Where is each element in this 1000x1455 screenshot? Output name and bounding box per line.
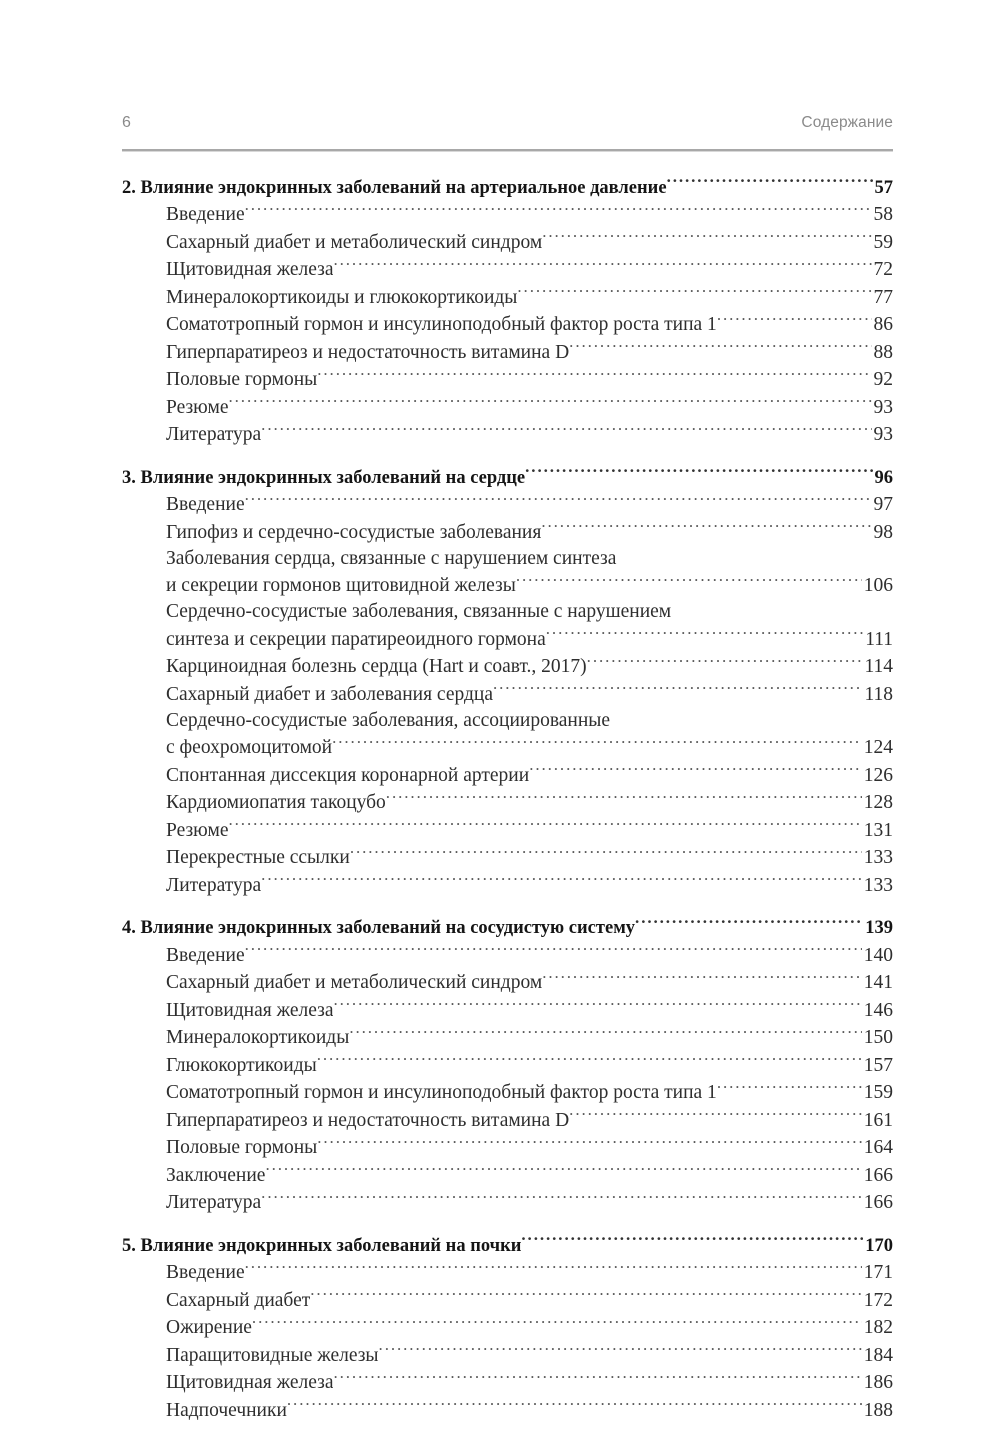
dot-leader (261, 871, 862, 891)
toc-section-label: Заключение (166, 1164, 266, 1186)
toc-section-label: Глюкокортикоиды (166, 1054, 317, 1076)
toc-row[interactable] (166, 871, 893, 899)
dot-leader (542, 228, 871, 248)
toc-row-wrapped[interactable] (166, 599, 893, 653)
toc-chapter-label: 2. Влияние эндокринных заболеваний на артериальное давление (122, 177, 667, 198)
toc-section-page: 171 (863, 1262, 893, 1283)
toc-chapter-label: 5. Влияние эндокринных заболеваний на почки (122, 1235, 522, 1256)
toc-section-page: 133 (863, 847, 893, 868)
dot-leader (349, 1024, 861, 1044)
toc-section-label: Литература (166, 1192, 262, 1213)
toc-section-page: 72 (873, 259, 893, 280)
dot-leader (379, 1341, 862, 1361)
toc-section-page: 86 (873, 314, 893, 335)
toc-section-label: Резюме (166, 396, 229, 418)
dot-leader (317, 1134, 862, 1154)
dot-leader (635, 915, 863, 934)
dot-leader (265, 1161, 861, 1181)
toc-row[interactable] (166, 1051, 893, 1079)
toc-section-label: с феохромоцитомой (166, 737, 333, 758)
toc-chapter-label: 3. Влияние эндокринных заболеваний на сердце (122, 467, 526, 488)
toc-section-label: Сахарный диабет (166, 1289, 311, 1311)
toc-section-label: Резюме (166, 819, 229, 841)
dot-leader (310, 1286, 861, 1306)
dot-leader (516, 572, 862, 592)
toc-section-label: Введение (166, 1262, 245, 1283)
dot-leader (569, 1106, 862, 1126)
toc-row[interactable] (122, 915, 893, 942)
dot-leader (546, 625, 863, 645)
header-divider (122, 149, 893, 152)
toc-section-label: Минералокортикоиды и глюкокортикоиды (166, 286, 518, 308)
toc-chapter-label: 4. Влияние эндокринных заболеваний на сосудистую систему (122, 918, 636, 938)
toc-section-page: 93 (873, 424, 893, 445)
dot-leader (245, 491, 872, 511)
dot-leader (245, 1259, 862, 1279)
dot-leader (333, 256, 871, 276)
toc-section-page: 161 (863, 1109, 893, 1131)
toc-section-label: Гиперпаратиреоз и недостаточность витамина D (166, 1109, 570, 1131)
dot-leader (717, 1079, 862, 1099)
toc-row[interactable] (166, 366, 893, 394)
dot-leader (493, 680, 862, 700)
toc-section-page: 106 (863, 575, 893, 596)
toc-section-page: 184 (863, 1344, 893, 1366)
toc-section-page: 141 (863, 972, 893, 993)
dot-leader (542, 969, 862, 989)
toc-section-label: и секреции гормонов щитовидной железы (166, 575, 516, 596)
toc-row[interactable] (166, 256, 893, 284)
toc-section-label: Перекрестные ссылки (166, 847, 350, 868)
toc-section-label: Половые гормоны (166, 1137, 318, 1158)
toc-section-page: 59 (873, 231, 893, 253)
toc-section-label: Введение (166, 494, 245, 515)
toc-row[interactable] (166, 201, 893, 229)
page-folio: 6 (122, 114, 131, 131)
dot-leader (350, 844, 862, 864)
toc-row[interactable] (166, 393, 893, 421)
toc-section-label: Введение (166, 944, 245, 966)
toc-chapter-group (122, 464, 893, 899)
toc-chapter-page: 170 (865, 1235, 893, 1256)
dot-leader (333, 996, 861, 1016)
dot-leader (333, 1369, 861, 1389)
toc-row[interactable] (166, 1286, 893, 1314)
toc-section-page: 77 (873, 286, 893, 308)
toc-section-page: 150 (863, 1027, 893, 1048)
toc-row[interactable] (166, 1341, 893, 1369)
toc-section-page: 111 (865, 628, 893, 650)
toc-row[interactable] (166, 1369, 893, 1397)
toc-section-label: Введение (166, 204, 245, 225)
toc-section-page: 188 (863, 1399, 893, 1421)
toc-row[interactable] (166, 1314, 893, 1342)
toc-section-page: 166 (863, 1192, 893, 1213)
toc-chapter-group (122, 174, 893, 448)
toc-section-page: 186 (863, 1372, 893, 1393)
toc-chapter-group (122, 1232, 893, 1424)
toc-row[interactable] (122, 1232, 893, 1259)
toc-section-page: 131 (863, 819, 893, 841)
toc-section-page: 172 (863, 1289, 893, 1311)
toc-chapter-page: 57 (874, 177, 893, 198)
toc-row[interactable] (166, 941, 893, 969)
toc-section-page: 146 (863, 999, 893, 1021)
toc-section-page: 124 (863, 737, 893, 758)
dot-leader (525, 464, 872, 483)
dot-leader (667, 174, 873, 193)
toc-section-page: 157 (863, 1054, 893, 1076)
toc-row[interactable] (166, 761, 893, 789)
toc-section-page: 164 (863, 1137, 893, 1158)
toc-section-label: Надпочечники (166, 1399, 287, 1421)
toc-section-label: Литература (166, 424, 262, 445)
toc-row[interactable] (166, 1161, 893, 1189)
dot-leader (252, 1314, 862, 1334)
toc-section-label: Литература (166, 874, 262, 896)
dot-leader (245, 941, 862, 961)
toc-row[interactable] (166, 1396, 893, 1424)
toc-section-label: Гипофиз и сердечно-сосудистые заболевания (166, 521, 542, 543)
running-head (122, 114, 893, 140)
toc-section-page: 58 (873, 204, 893, 225)
dot-leader (587, 653, 863, 673)
toc-section-page: 114 (864, 656, 893, 677)
dot-leader (229, 393, 872, 413)
toc-row[interactable] (166, 421, 893, 449)
toc-row[interactable] (166, 572, 893, 600)
dot-leader (386, 789, 862, 809)
toc-section-page: 118 (864, 683, 893, 705)
toc-row[interactable] (166, 518, 893, 546)
toc-row[interactable] (166, 653, 893, 681)
dot-leader (541, 518, 871, 538)
dot-leader (332, 734, 862, 754)
toc-section-label: Ожирение (166, 1317, 252, 1338)
toc-section-label-line1: Сердечно-сосудистые заболевания, связанные с нарушением (166, 601, 672, 622)
toc-row[interactable] (166, 1189, 893, 1217)
toc-section-label-line1: Заболевания сердца, связанные с нарушением синтеза (166, 547, 617, 569)
toc-section-page: 98 (873, 521, 893, 543)
toc-section-label: Гиперпаратиреоз и недостаточность витамина D (166, 341, 570, 363)
toc-section-label: Щитовидная железа (166, 999, 334, 1021)
toc-row[interactable] (166, 338, 893, 366)
toc-section-page: 133 (863, 874, 893, 896)
toc-section-page: 97 (873, 494, 893, 515)
toc-row[interactable] (166, 844, 893, 872)
toc-row[interactable] (122, 174, 893, 201)
toc-section-label: Соматотропный гормон и инсулиноподобный фактор роста типа 1 (166, 314, 717, 335)
toc-row[interactable] (166, 996, 893, 1024)
toc-section-label: Щитовидная железа (166, 259, 334, 280)
toc-row[interactable] (166, 311, 893, 339)
toc-chapter-page: 139 (865, 918, 893, 938)
dot-leader (261, 421, 871, 441)
toc-section-label: Сахарный диабет и метаболический синдром (166, 972, 543, 993)
toc-section-page: 166 (863, 1164, 893, 1186)
toc-section-label: Карциноидная болезнь сердца (Hart и соавт., 2017) (166, 656, 587, 677)
toc-section-label: Спонтанная диссекция коронарной артерии (166, 764, 530, 786)
toc-row[interactable] (166, 969, 893, 997)
toc-section-label: Сахарный диабет и заболевания сердца (166, 683, 493, 705)
toc-section-label: Кардиомиопатия такоцубо (166, 792, 386, 813)
toc-row-wrapped[interactable] (166, 708, 893, 762)
toc-section-page: 140 (863, 944, 893, 966)
toc-section-label: Щитовидная железа (166, 1372, 334, 1393)
table-of-contents (122, 174, 893, 1424)
toc-section-label: Соматотропный гормон и инсулиноподобный фактор роста типа 1 (166, 1082, 717, 1103)
toc-section-page: 88 (873, 341, 893, 363)
toc-row[interactable] (166, 1134, 893, 1162)
dot-leader (717, 311, 872, 331)
toc-row[interactable] (166, 1259, 893, 1287)
toc-row[interactable] (166, 283, 893, 311)
dot-leader (229, 816, 862, 836)
toc-section-page: 93 (873, 396, 893, 418)
toc-row[interactable] (122, 464, 893, 491)
toc-section-page: 128 (863, 792, 893, 813)
dot-leader (317, 1051, 862, 1071)
toc-section-page: 126 (863, 764, 893, 786)
dot-leader (529, 761, 862, 781)
toc-row-wrapped[interactable] (166, 546, 893, 600)
toc-section-label: Паращитовидные железы (166, 1344, 379, 1366)
toc-row[interactable] (166, 228, 893, 256)
toc-section-page: 182 (863, 1317, 893, 1338)
toc-section-page: 159 (863, 1082, 893, 1103)
toc-row[interactable] (166, 734, 893, 762)
toc-row[interactable] (166, 1079, 893, 1107)
dot-leader (517, 283, 871, 303)
toc-section-label-line1: Сердечно-сосудистые заболевания, ассоциированные (166, 709, 611, 731)
toc-row[interactable] (166, 816, 893, 844)
toc-section-label: Сахарный диабет и метаболический синдром (166, 231, 543, 253)
dot-leader (569, 338, 871, 358)
dot-leader (287, 1396, 862, 1416)
toc-row[interactable] (166, 1106, 893, 1134)
toc-section-label: Минералокортикоиды (166, 1027, 350, 1048)
running-head-title: Содержание (801, 114, 893, 131)
dot-leader (261, 1189, 862, 1209)
toc-section-label: Половые гормоны (166, 369, 318, 390)
toc-row[interactable] (166, 491, 893, 519)
toc-section-page: 92 (873, 369, 893, 390)
toc-chapter-page: 96 (874, 467, 893, 488)
dot-leader (317, 366, 871, 386)
toc-row[interactable] (166, 625, 893, 653)
toc-row[interactable] (166, 789, 893, 817)
toc-row[interactable] (166, 1024, 893, 1052)
dot-leader (521, 1232, 863, 1251)
toc-section-label: синтеза и секреции паратиреоидного гормона (166, 628, 546, 650)
toc-chapter-group (122, 915, 893, 1217)
toc-row[interactable] (166, 680, 893, 708)
dot-leader (245, 201, 872, 221)
